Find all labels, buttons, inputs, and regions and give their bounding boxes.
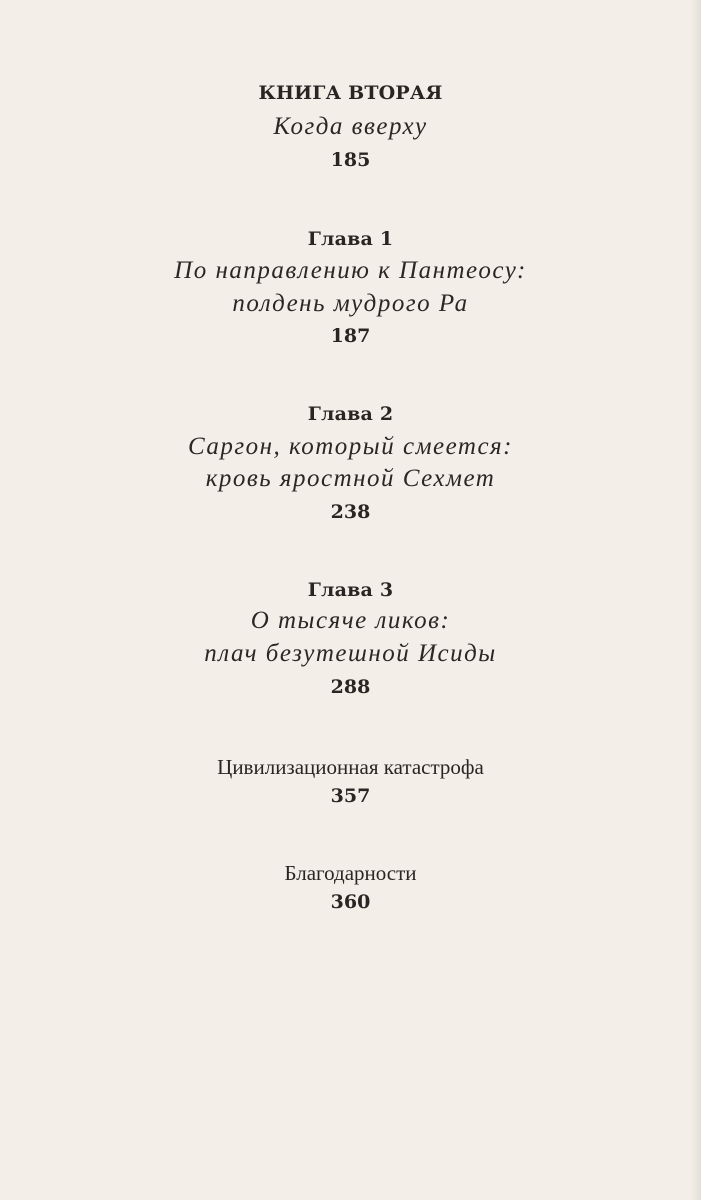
extra-2-page-number: 360 — [330, 891, 371, 913]
chapter-2-heading: Глава 2 — [307, 403, 394, 425]
chapter-3-page-number: 288 — [330, 676, 371, 698]
book-page-number: 185 — [330, 149, 371, 171]
chapter-2-title-line2: кровь яростной Сехмет — [205, 465, 496, 492]
chapter-1-heading: Глава 1 — [307, 228, 394, 250]
chapter-2-title-line1: Саргон, который смеется: — [188, 433, 513, 460]
extra-2-title: Благодарности — [284, 861, 417, 885]
chapter-3-title-line2: плач безутешной Исиды — [204, 640, 497, 667]
book-heading: КНИГА ВТОРАЯ — [258, 82, 443, 104]
chapter-3-title-line1: О тысяче ликов: — [250, 607, 451, 634]
chapter-2-page-number: 238 — [330, 501, 371, 523]
chapter-1-page-number: 187 — [330, 325, 371, 347]
chapter-3-heading: Глава 3 — [307, 579, 394, 601]
extra-1-title: Цивилизационная катастрофа — [217, 755, 484, 779]
extra-1-page-number: 357 — [330, 785, 371, 807]
chapter-1-title-line1: По направлению к Пантеосу: — [174, 257, 527, 284]
chapter-1-title-line2: полдень мудрого Ра — [232, 290, 469, 317]
book-title: Когда вверху — [273, 113, 428, 140]
